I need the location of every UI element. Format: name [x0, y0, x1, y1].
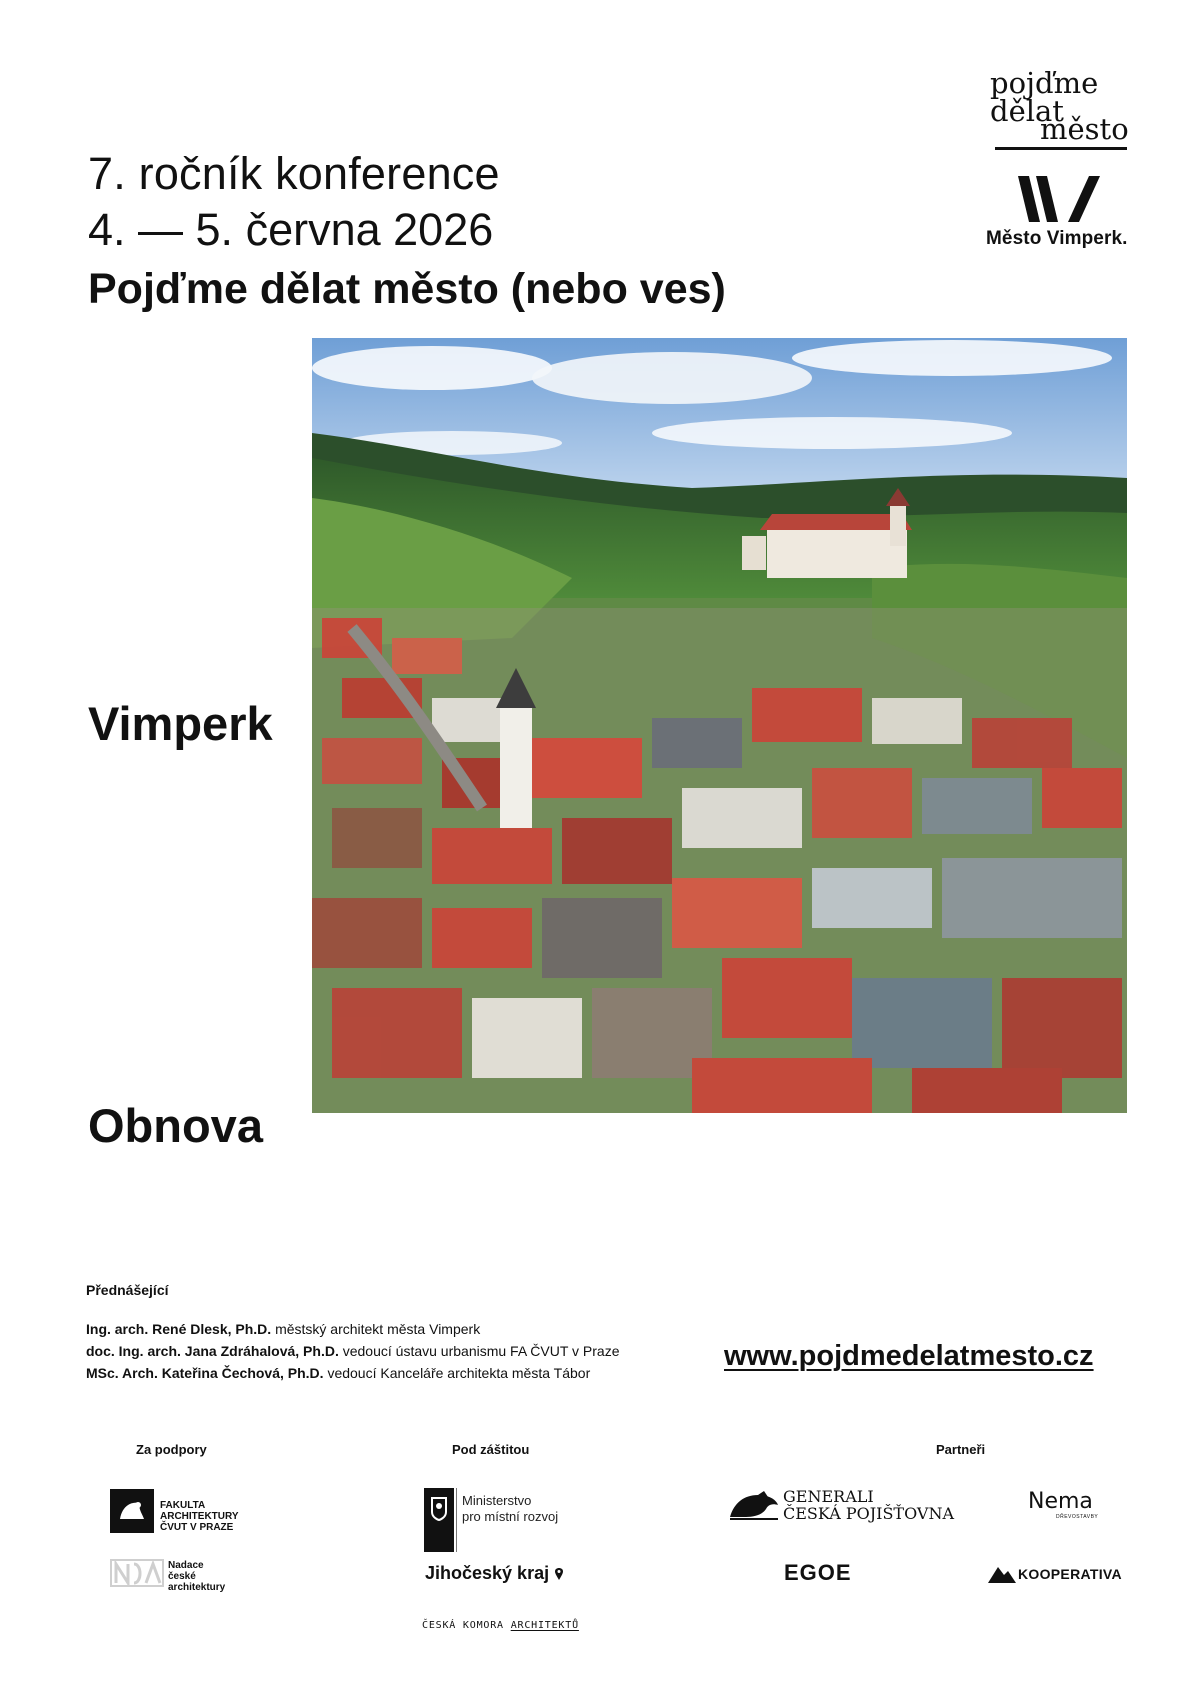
speaker-name: MSc. Arch. Kateřina Čechová, Ph.D.	[86, 1365, 324, 1381]
mmr-line-2: pro místní rozvoj	[462, 1509, 559, 1524]
nca-line-2: české	[168, 1571, 196, 1582]
mmr-line-1: Ministerstvo	[462, 1493, 532, 1508]
fa-cvut-lion-icon	[110, 1489, 154, 1533]
fa-line-3: ČVUT V PRAZE	[160, 1522, 234, 1533]
egoe-logo: EGOE	[784, 1560, 852, 1585]
nca-line-1: Nadace	[168, 1560, 204, 1571]
speaker-1	[86, 1318, 480, 1340]
nca-logo-text	[168, 1560, 225, 1593]
jck-text: Jihočeský kraj	[425, 1563, 550, 1583]
support-heading: Za podpory	[136, 1442, 207, 1457]
speaker-role: vedoucí Kanceláře architekta města Tábor	[327, 1365, 591, 1381]
topic-label: Obnova	[88, 1099, 263, 1152]
nema-logo: Nema	[1028, 1489, 1093, 1514]
kooperativa-logo: KOOPERATIVA	[1018, 1566, 1122, 1582]
generali-lion-icon	[728, 1489, 780, 1521]
generali-line-1: GENERALI	[783, 1487, 874, 1506]
brand-line-2: dělat	[990, 94, 1064, 128]
edition-label: 7. ročník konference	[88, 148, 500, 199]
nca-logo-icon	[110, 1559, 164, 1587]
speaker-name: doc. Ing. arch. Jana Zdráhalová, Ph.D.	[86, 1343, 339, 1359]
brand-line-3: město	[1040, 112, 1129, 146]
mmr-logo-text	[462, 1493, 558, 1525]
generali-logo-text	[783, 1488, 954, 1522]
cka-text-2: ARCHITEKTŮ	[510, 1620, 579, 1631]
event-dates: 4. — 5. června 2026	[88, 204, 494, 255]
generali-line-2: ČESKÁ POJIŠŤOVNA	[783, 1504, 955, 1523]
cka-logo	[422, 1620, 579, 1631]
cka-text-1: ČESKÁ KOMORA	[422, 1620, 504, 1631]
speaker-name: Ing. arch. René Dlesk, Ph.D.	[86, 1321, 272, 1337]
jihocesky-kraj-logo	[425, 1563, 564, 1584]
speaker-2	[86, 1340, 620, 1362]
vimperk-w-icon	[1018, 176, 1100, 222]
kooperativa-mountain-icon	[988, 1565, 1016, 1583]
fa-line-1: FAKULTA	[160, 1500, 206, 1511]
mmr-emblem-icon	[424, 1488, 454, 1552]
brand-line-1: pojďme	[990, 66, 1099, 100]
fa-cvut-logo-text	[160, 1500, 239, 1533]
conference-title: Pojďme dělat město (nebo ves)	[88, 265, 726, 313]
pojdme-delat-mesto-logo	[990, 68, 1130, 158]
fa-line-2: ARCHITEKTURY	[160, 1511, 239, 1522]
mmr-divider	[456, 1488, 457, 1552]
map-pin-icon	[554, 1567, 564, 1581]
patronage-heading: Pod záštitou	[452, 1442, 530, 1457]
nema-subtitle: DŘEVOSTAVBY	[1056, 1514, 1099, 1520]
website-link[interactable]: www.pojdmedelatmesto.cz	[724, 1340, 1094, 1372]
brand-divider	[995, 147, 1127, 150]
speaker-3	[86, 1362, 590, 1384]
speaker-role: vedoucí ústavu urbanismu FA ČVUT v Praze	[342, 1343, 620, 1359]
city-logo-name: Město Vimperk.	[986, 228, 1128, 249]
speakers-heading: Přednášející	[86, 1282, 169, 1298]
place-label: Vimperk	[88, 697, 273, 750]
town-aerial-photo	[312, 338, 1127, 1113]
nca-line-3: architektury	[168, 1582, 226, 1593]
partners-heading: Partneři	[936, 1442, 986, 1457]
speaker-role: městský architekt města Vimperk	[275, 1321, 481, 1337]
